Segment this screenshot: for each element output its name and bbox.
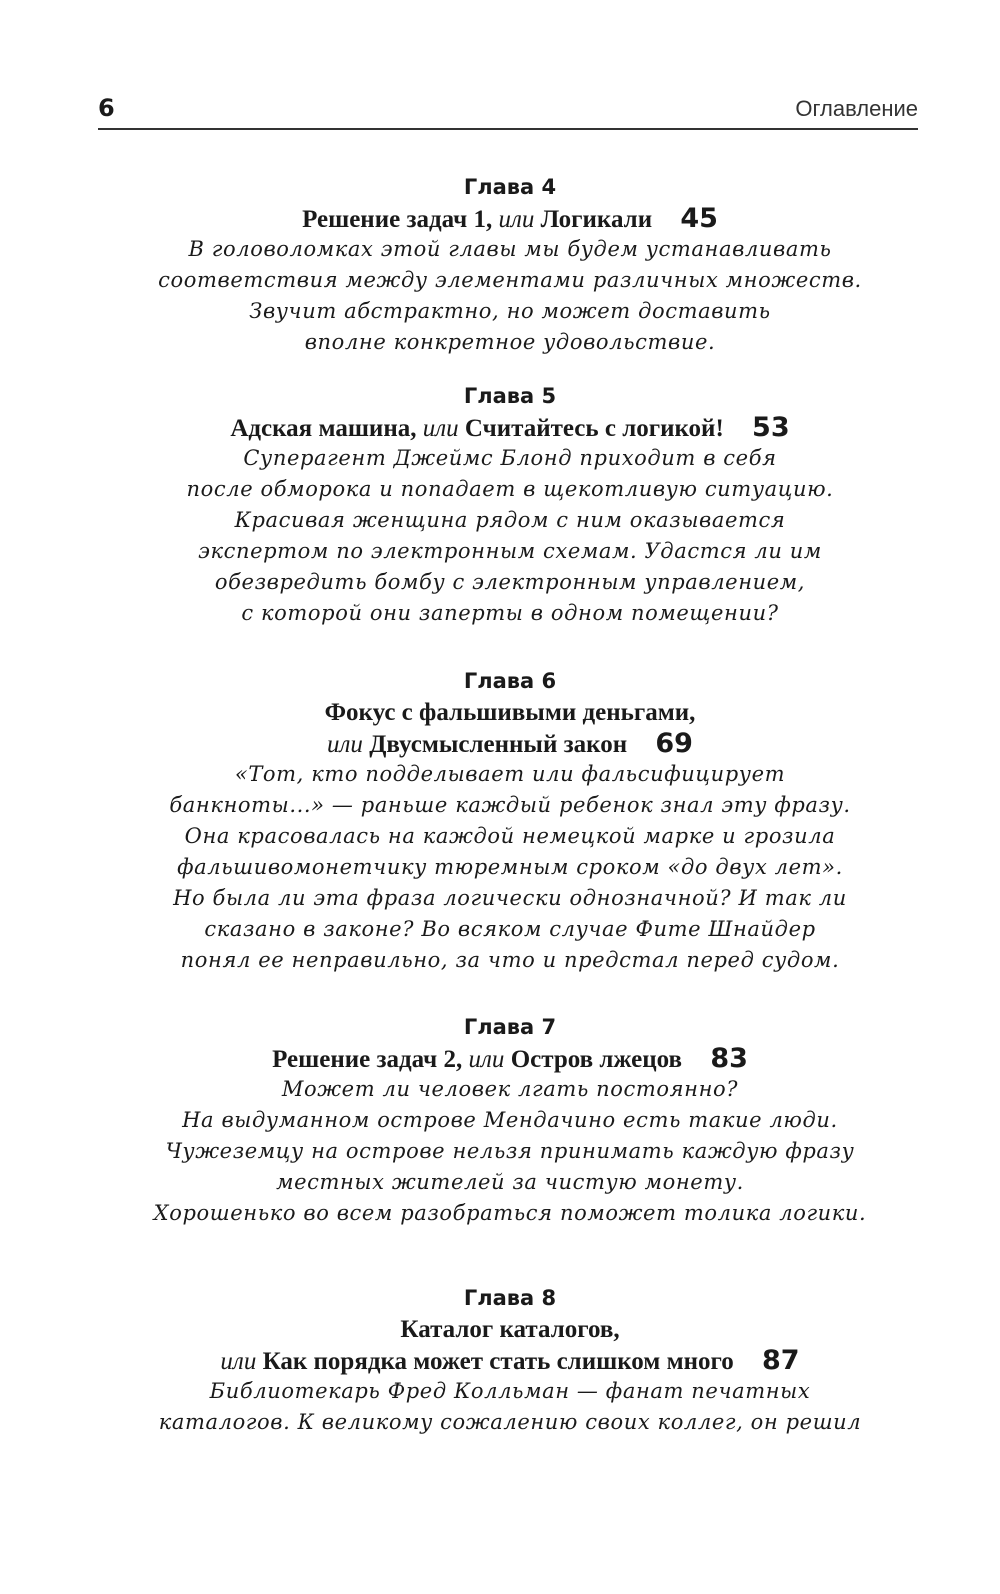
description-line: фальшивомонетчику тюремным сроком «до двух лет». (177, 855, 843, 879)
description-line: местных жителей за чистую монету. (276, 1170, 744, 1194)
chapter-title (100, 203, 920, 234)
title-text: Фокус с фальшивыми деньгами, (324, 699, 696, 726)
chapter-label: Глава 7 (463, 1015, 557, 1039)
chapter-4 (100, 172, 920, 358)
page-ref[interactable]: 83 (710, 1043, 748, 1074)
page-ref[interactable]: 53 (752, 412, 790, 443)
chapter-title-continued (100, 728, 920, 759)
description-line: вполне конкретное удовольствие. (304, 330, 716, 354)
chapter-label: Глава 8 (463, 1286, 557, 1310)
description-line: Красивая женщина рядом с ним оказывается (234, 508, 786, 532)
title-text: Двусмысленный закон (369, 731, 628, 758)
description-line: банкноты...» — раньше каждый ребенок знал эту фразу. (169, 793, 851, 817)
description-line: Но была ли эта фраза логически однозначной? И так ли (173, 886, 847, 910)
chapter-label: Глава 5 (463, 384, 557, 408)
description-line: после обморока и попадает в щекотливую ситуацию. (186, 477, 834, 501)
page-number: 6 (98, 94, 115, 122)
description-line: соответствия между элементами различных множеств. (158, 268, 862, 292)
chapter-8 (100, 1283, 920, 1438)
page-ref[interactable]: 45 (680, 203, 718, 234)
description-line: сказано в законе? Во всяком случае Фите Шнайдер (204, 917, 816, 941)
description-line: обезвредить бомбу с электронным управлением, (214, 570, 806, 594)
description-line: В головоломках этой главы мы будем устанавливать (188, 237, 832, 261)
chapter-6 (100, 666, 920, 976)
chapter-title (100, 1314, 920, 1345)
title-or: или (220, 1348, 257, 1375)
chapter-7 (100, 1012, 920, 1229)
description-line: Она красовалась на каждой немецкой марке и грозила (184, 824, 836, 848)
title-or: или (468, 1046, 505, 1073)
description-line: понял ее неправильно, за что и предстал перед судом. (180, 948, 840, 972)
title-text: Решение задач 2, (272, 1046, 463, 1073)
title-text: Считайтесь с логикой! (464, 415, 724, 442)
description-line: экспертом по электронным схемам. Удастся ли им (198, 539, 822, 563)
title-text: Решение задач 1, (302, 206, 493, 233)
description-line: Библиотекарь Фред Колльман — фанат печатных (209, 1379, 811, 1403)
description-line: «Тот, кто подделывает или фальсифицирует (234, 762, 786, 786)
title-text: Остров лжецов (510, 1046, 683, 1073)
description-line: с которой они заперты в одном помещении? (241, 601, 779, 625)
title-text: Логикали (540, 206, 653, 233)
chapter-5 (100, 381, 920, 629)
description-line: Звучит абстрактно, но может доставить (249, 299, 771, 323)
running-title: Оглавление (795, 96, 918, 121)
chapter-title (100, 697, 920, 728)
title-text: Как порядка может стать слишком много (262, 1348, 734, 1375)
description-line: Суперагент Джеймс Блонд приходит в себя (243, 446, 777, 470)
description-line: Может ли человек лгать постоянно? (281, 1077, 739, 1101)
title-text: Адская машина, (230, 415, 417, 442)
chapter-label: Глава 4 (463, 175, 557, 199)
title-or: или (498, 206, 535, 233)
description-line: Чужеземцу на острове нельзя принимать каждую фразу (165, 1139, 855, 1163)
title-or: или (422, 415, 459, 442)
chapter-title (100, 412, 920, 443)
chapter-title (100, 1043, 920, 1074)
title-or: или (327, 731, 363, 758)
chapter-label: Глава 6 (463, 669, 557, 693)
page-ref[interactable]: 87 (762, 1345, 800, 1376)
chapter-title-continued (100, 1345, 920, 1376)
description-line: каталогов. К великому сожалению своих коллег, он решил (158, 1410, 862, 1434)
page-ref[interactable]: 69 (655, 728, 693, 759)
title-text: Каталог каталогов, (400, 1316, 620, 1343)
description-line: Хорошенько во всем разобраться поможет толика логики. (153, 1201, 867, 1225)
description-line: На выдуманном острове Мендачино есть такие люди. (182, 1108, 838, 1132)
page-header (98, 92, 918, 130)
